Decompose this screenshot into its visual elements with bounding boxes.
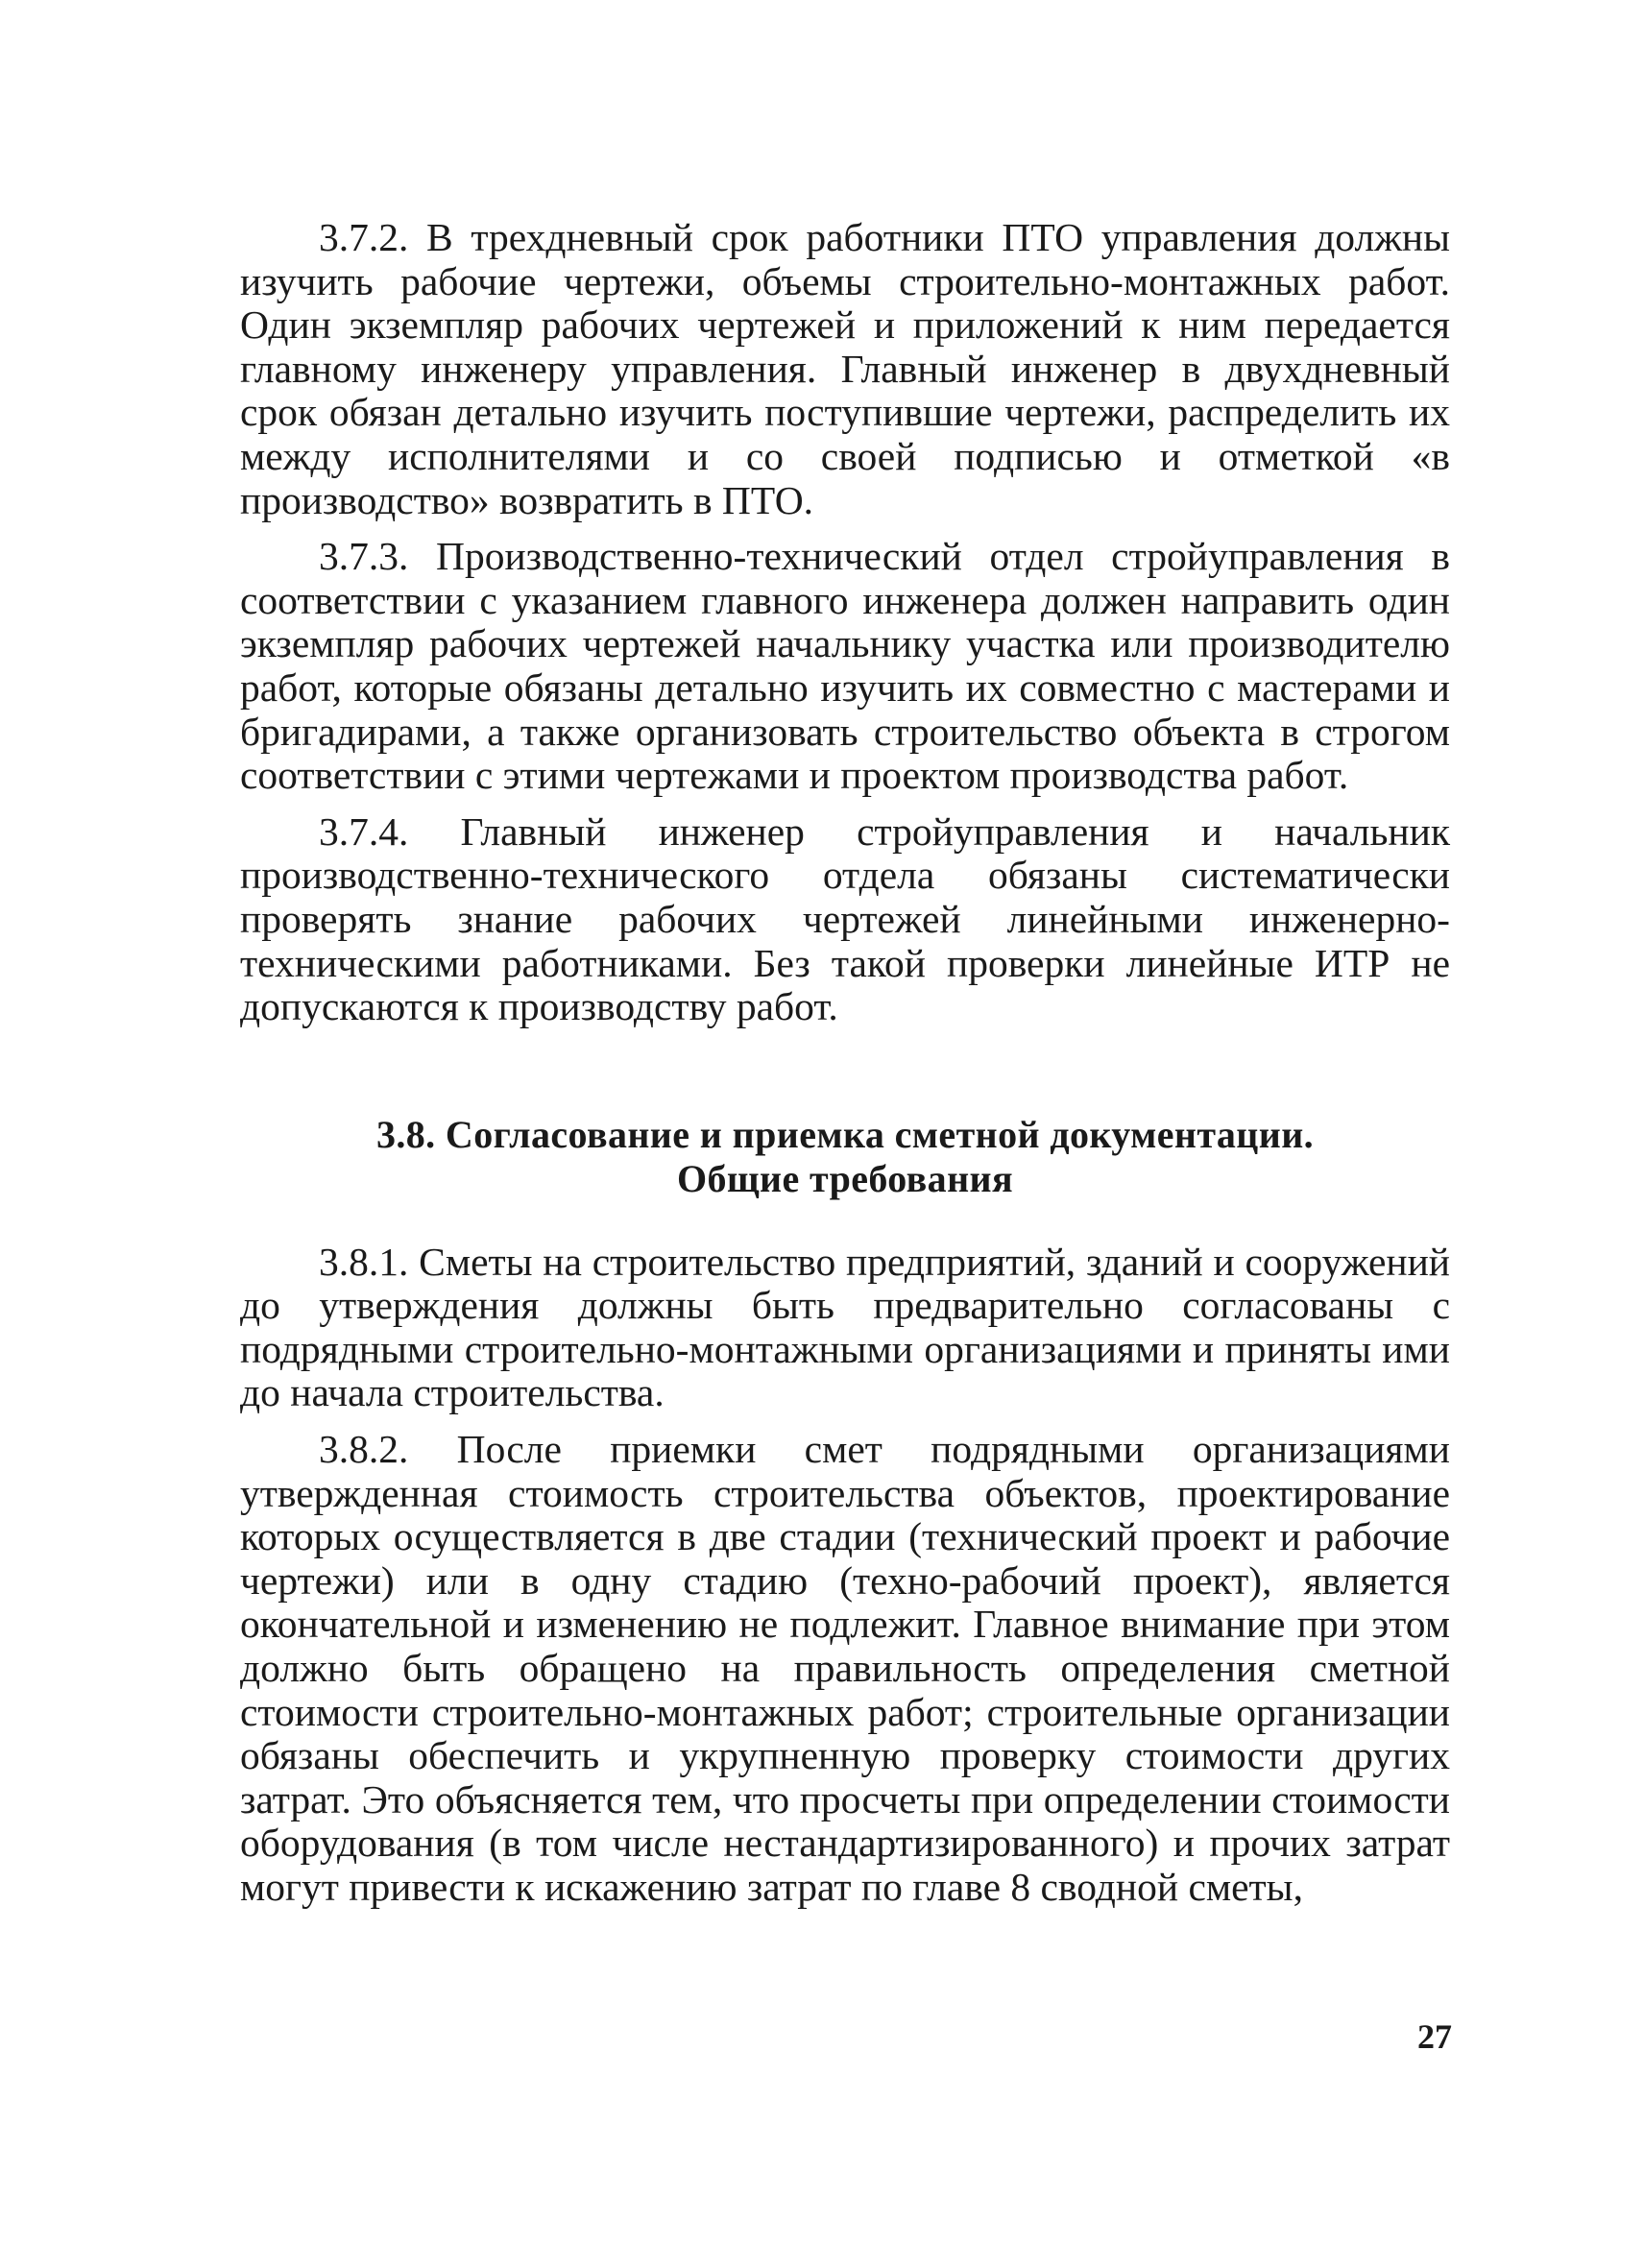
page-number: 27 bbox=[1417, 2017, 1452, 2056]
paragraph-3-7-2: 3.7.2. В трехдневный срок работники ПТО управления должны изучить рабочие чертежи, объемы строительно-монтажных работ. Один экземпляр рабочих чертежей и приложений к ним передается главному инженеру управления. Главный инженер в двухдневный срок обязан детально изучить поступившие чертежи, распределить их между исполнителями и со своей подписью и отметкой «в производство» возвратить в ПТО. bbox=[240, 215, 1450, 522]
paragraph-3-7-3: 3.7.3. Производственно-технический отдел стройуправления в соответствии с указанием главного инженера должен направить один экземпляр рабочих чертежей начальнику участка или производителю работ, которые обязаны детально изучить их совместно с мастерами и бригадирами, а также организовать строительство объекта в строгом соответствии с этими чертежами и проектом производства работ. bbox=[240, 534, 1450, 798]
paragraph-3-7-4: 3.7.4. Главный инженер стройуправления и начальник производственно-технического отдела обязаны систематически проверять знание рабочих чертежей линейными инженерно-техническими работниками. Без такой проверки линейные ИТР не допускаются к производству работ. bbox=[240, 808, 1450, 1029]
paragraph-3-8-2: 3.8.2. После приемки смет подрядными организациями утвержденная стоимость строительства объектов, проектирование которых осуществляется в две стадии (технический проект и рабочие чертежи) или в одну стадию (техно-рабочий проект), является окончательной и изменению не подлежит. Главное внимание при этом должно быть обращено на правильность определения сметной стоимости строительно-монтажных работ; строительные организации обязаны обеспечить и укрупненную проверку стоимости других затрат. Это объясняется тем, что просчеты при определении стоимости оборудования (в том числе нестандартизированного) и прочих затрат могут привести к искажению затрат по главе 8 сводной сметы, bbox=[240, 1427, 1450, 1909]
section-heading-3-8 bbox=[240, 1113, 1450, 1201]
section-heading-line-2: Общие требования bbox=[676, 1156, 1014, 1200]
section-heading-line-1: 3.8. Согласование и приемка сметной документации. bbox=[375, 1112, 1315, 1156]
paragraph-3-8-1: 3.8.1. Сметы на строительство предприятий, зданий и сооружений до утверждения должны быть предварительно согласованы с подрядными строительно-монтажными организациями и приняты ими до начала строительства. bbox=[240, 1239, 1450, 1415]
document-page bbox=[240, 216, 1450, 1910]
